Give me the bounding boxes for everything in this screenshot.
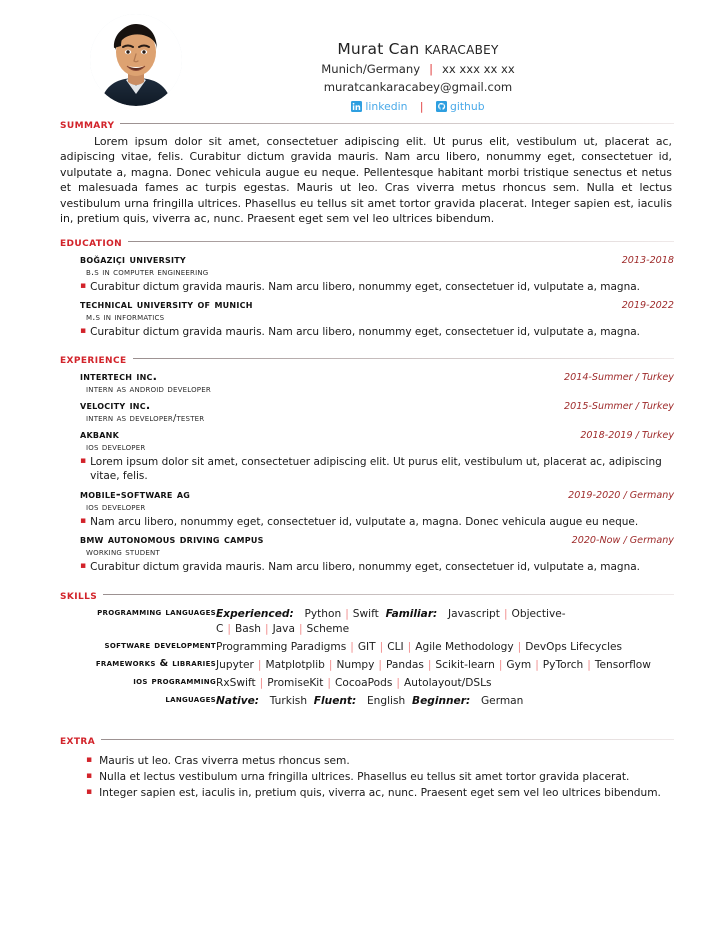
entry-organization: intertech inc. xyxy=(80,369,158,384)
entry-bullet xyxy=(80,280,674,294)
skills-pipe-separator: | xyxy=(407,641,412,654)
experience-heading xyxy=(60,351,674,366)
skills-item: Tensorflow xyxy=(594,658,651,671)
skills-row-values xyxy=(216,692,674,710)
summary-heading xyxy=(60,116,674,131)
skills-pipe-separator: | xyxy=(498,658,503,671)
skills-row xyxy=(60,656,674,674)
skills-row-values xyxy=(216,656,674,674)
entry-organization: technical university of munich xyxy=(80,297,253,312)
surname: karacabey xyxy=(424,39,499,59)
extra-bullet xyxy=(86,785,674,801)
section-experience xyxy=(60,351,674,574)
linkedin-link[interactable] xyxy=(351,98,407,115)
skills-row-label: ios programming xyxy=(133,675,216,687)
entry-subtitle: intern as android developer xyxy=(86,384,211,396)
bullet-dot-icon: ▪ xyxy=(86,771,93,781)
entry-bullet xyxy=(80,325,674,339)
skills-item: PromiseKit xyxy=(267,676,324,689)
skills-item: Python xyxy=(304,608,342,621)
skills-pipe-separator: | xyxy=(587,658,591,671)
skills-row-values xyxy=(216,639,674,657)
entry-header-row xyxy=(80,369,674,383)
extra-bullet-text: Integer sapien est, iaculis in, pretium quis, viverra ac, nunc. Praesent eget sem vel leo ultrices bibendum. xyxy=(99,787,661,800)
skills-row xyxy=(60,639,674,657)
location-phone-line xyxy=(182,61,654,79)
education-title: education xyxy=(60,233,123,249)
skills-row-label: frameworks & libraries xyxy=(95,657,216,669)
skills-rule xyxy=(103,594,674,595)
extra-bullet xyxy=(86,769,674,785)
experience-title: experience xyxy=(60,351,127,367)
skills-row xyxy=(60,674,674,692)
entry-bullet xyxy=(80,515,674,529)
extra-heading xyxy=(60,732,674,747)
skills-item: Jupyter xyxy=(216,658,254,671)
entry-subtitle: m.s in informatics xyxy=(86,312,165,324)
extra-bullet-list xyxy=(60,753,674,801)
entry-organization: mobile-software ag xyxy=(80,486,191,501)
resume-entry xyxy=(60,487,674,529)
location-text: Munich/Germany xyxy=(321,61,421,76)
skills-pipe-separator: | xyxy=(427,658,432,671)
entry-organization: velocity inc. xyxy=(80,398,151,413)
bullet-dot-icon: ▪ xyxy=(86,787,93,798)
skills-item: English xyxy=(366,694,406,707)
entry-header-row xyxy=(80,532,674,546)
skills-row-values xyxy=(216,674,674,692)
first-names: Murat Can xyxy=(337,40,420,58)
skills-pipe-separator: | xyxy=(345,608,349,621)
education-rule xyxy=(128,241,674,242)
skills-item: Java xyxy=(272,623,295,636)
skills-item: GIT xyxy=(357,641,376,654)
entry-organization: bmw autonomous driving campus xyxy=(80,531,264,546)
contact-separator: | xyxy=(429,61,433,76)
skills-item: Turkish xyxy=(269,694,308,707)
extra-bullet-text: Mauris ut leo. Cras viverra metus rhoncus sem. xyxy=(99,754,350,767)
bullet-dot-icon: ▪ xyxy=(80,560,87,571)
entry-subtitle: intern as developer/tester xyxy=(86,413,205,425)
bullet-text: Lorem ipsum dolor sit amet, consectetuer adipiscing elit. Ut purus elit, vestibulum ut, placerat ac, adipiscing vitae, felis. xyxy=(90,456,662,483)
experience-entry-list xyxy=(60,369,674,574)
education-heading xyxy=(60,234,674,249)
skills-pipe-separator: | xyxy=(517,641,522,654)
skills-item: DevOps Lifecycles xyxy=(525,641,623,654)
resume-entry xyxy=(60,427,674,483)
entry-date: 2019-2020 / Germany xyxy=(568,489,674,501)
skills-pipe-separator: | xyxy=(535,658,539,671)
email-line xyxy=(182,79,654,97)
email-text[interactable]: muratcankaracabey@gmail.com xyxy=(323,79,513,94)
extra-bullet-text: Nulla et lectus vestibulum urna fringilla ultrices. Phasellus eu tellus sit amet tortor gravida placerat. xyxy=(99,771,630,783)
entry-date: 2015-Summer / Turkey xyxy=(564,401,674,413)
summary-text: Lorem ipsum dolor sit amet, consectetuer adipiscing elit. Ut purus elit, vestibulum ut, placerat ac, adipiscing vitae, felis. Curabitur dictum gravida mauris. Nam arcu libero, nonummy eget, consectetuer id, vulputate a, magna. Donec vehicula augue eu neque. Pellentesque habitant morbi tristique senectus et netus et malesuada fames ac turpis egestas. Mauris ut leo. Cras viverra metus rhoncus sem. Nulla et lectus vestibulum urna fringilla ultrices. Phasellus eu tellus sit amet tortor gravida placerat. Integer sapien est, iaculis in, pretium quis, viverra ac, nunc. Praesent eget sem vel leo ultrices bibendum. xyxy=(60,135,672,226)
skills-pipe-separator: | xyxy=(328,658,333,671)
skills-heading xyxy=(60,587,674,602)
resume-entry xyxy=(60,369,674,395)
bullet-text: Curabitur dictum gravida mauris. Nam arcu libero, nonummy eget, consectetuer id, vulputate a, magna. xyxy=(90,326,641,339)
skills-item: CLI xyxy=(387,641,404,654)
bullet-text: Curabitur dictum gravida mauris. Nam arcu libero, nonummy eget, consectetuer id, vulputate a, magna. xyxy=(90,280,641,293)
bullet-dot-icon: ▪ xyxy=(80,280,87,291)
skills-item: Scikit-learn xyxy=(435,658,495,671)
entry-organization: akbank xyxy=(80,427,120,442)
github-link[interactable] xyxy=(436,98,485,115)
entry-date: 2014-Summer / Turkey xyxy=(564,372,674,384)
extra-bullet xyxy=(86,753,674,769)
contact-block xyxy=(182,14,674,116)
bullet-text: Curabitur dictum gravida mauris. Nam arcu libero, nonummy eget, consectetuer id, vulputate a, magna. xyxy=(90,560,641,573)
skills-item: Objective-C xyxy=(216,608,566,636)
entry-header-row xyxy=(80,297,674,311)
social-links-line xyxy=(182,98,654,116)
skills-item: PyTorch xyxy=(542,658,584,671)
skills-pipe-separator: | xyxy=(264,623,269,636)
skills-pipe-separator: | xyxy=(259,676,264,689)
skills-pipe-separator: | xyxy=(396,676,400,689)
entry-date: 2013-2018 xyxy=(621,254,674,266)
skills-item: Autolayout/DSLs xyxy=(403,676,492,689)
section-extra xyxy=(60,732,674,801)
skills-row-label: programming languages xyxy=(97,607,216,619)
resume-entry xyxy=(60,252,674,294)
skills-pipe-separator: | xyxy=(298,623,303,636)
skills-emphasis: Experienced: xyxy=(216,608,294,621)
skills-pipe-separator: | xyxy=(227,623,231,636)
full-name xyxy=(182,38,654,61)
entry-subtitle: ios developer xyxy=(86,442,146,454)
github-label: github xyxy=(449,100,485,114)
entry-organization: boğaziçi university xyxy=(80,251,186,266)
entry-subtitle: working student xyxy=(86,546,160,558)
entry-date: 2020-Now / Germany xyxy=(571,534,674,546)
skills-pipe-separator: | xyxy=(257,658,262,671)
skills-item: Bash xyxy=(234,623,261,636)
skills-item: RxSwift xyxy=(216,676,256,689)
entry-header-row xyxy=(80,398,674,412)
skills-pipe-separator: | xyxy=(379,641,384,654)
profile-photo-image xyxy=(90,14,182,106)
extra-rule xyxy=(101,739,674,740)
extra-title: extra xyxy=(60,731,96,747)
skills-row xyxy=(60,606,674,639)
skills-item: Programming Paradigms xyxy=(216,641,347,654)
skills-item: Matplotplib xyxy=(265,658,325,671)
skills-item: German xyxy=(480,694,524,707)
linkedin-icon xyxy=(351,101,362,112)
entry-header-row xyxy=(80,427,674,441)
bullet-dot-icon: ▪ xyxy=(80,326,87,337)
skills-item: CocoaPods xyxy=(334,676,393,689)
skills-item: Numpy xyxy=(336,658,375,671)
resume-entry xyxy=(60,297,674,339)
skills-item: Agile Methodology xyxy=(415,641,514,654)
skills-pipe-separator: | xyxy=(503,608,508,621)
bullet-dot-icon: ▪ xyxy=(80,515,87,526)
skills-row-values xyxy=(216,606,674,639)
skills-emphasis: Native: xyxy=(216,694,260,707)
resume-header xyxy=(60,14,674,114)
experience-rule xyxy=(133,358,674,359)
resume-entry xyxy=(60,532,674,574)
skills-emphasis: Beginner: xyxy=(412,694,471,707)
section-summary xyxy=(60,116,674,227)
linkedin-label: linkedin xyxy=(365,100,408,114)
skills-emphasis: Fluent: xyxy=(313,694,357,707)
skills-item: Swift xyxy=(352,608,379,621)
education-entry-list xyxy=(60,252,674,339)
skills-row xyxy=(60,692,674,710)
entry-header-row xyxy=(80,487,674,501)
skills-title: skills xyxy=(60,586,98,602)
skills-pipe-separator: | xyxy=(378,658,382,671)
skills-table xyxy=(60,606,674,710)
section-skills xyxy=(60,587,674,710)
skills-item: Gym xyxy=(506,658,532,671)
entry-header-row xyxy=(80,252,674,266)
skills-row-label: languages xyxy=(165,693,216,705)
social-separator: | xyxy=(419,99,424,113)
summary-rule xyxy=(120,123,674,124)
entry-date: 2019-2022 xyxy=(621,300,674,312)
entry-subtitle: ios developer xyxy=(86,501,146,513)
skills-pipe-separator: | xyxy=(327,676,331,689)
resume-entry xyxy=(60,398,674,424)
summary-title: summary xyxy=(60,116,115,131)
entry-date: 2018-2019 / Turkey xyxy=(580,430,674,442)
phone-text: xx xxx xx xx xyxy=(441,61,515,76)
section-education xyxy=(60,234,674,339)
skills-emphasis: Familiar: xyxy=(385,608,438,621)
entry-subtitle: b.s in computer engineering xyxy=(86,266,209,278)
skills-item: Javascript xyxy=(448,608,500,621)
profile-photo xyxy=(90,14,182,106)
skills-row-label: software development xyxy=(104,640,216,652)
bullet-dot-icon: ▪ xyxy=(86,754,93,765)
skills-item: Scheme xyxy=(306,623,350,636)
entry-bullet xyxy=(80,455,674,483)
skills-item: Pandas xyxy=(385,658,424,671)
skills-pipe-separator: | xyxy=(350,641,354,654)
bullet-text: Nam arcu libero, nonummy eget, consectetuer id, vulputate a, magna. Donec vehicula augue eu neque. xyxy=(90,515,639,528)
bullet-dot-icon: ▪ xyxy=(80,456,87,467)
entry-bullet xyxy=(80,560,674,574)
github-icon xyxy=(436,101,447,112)
